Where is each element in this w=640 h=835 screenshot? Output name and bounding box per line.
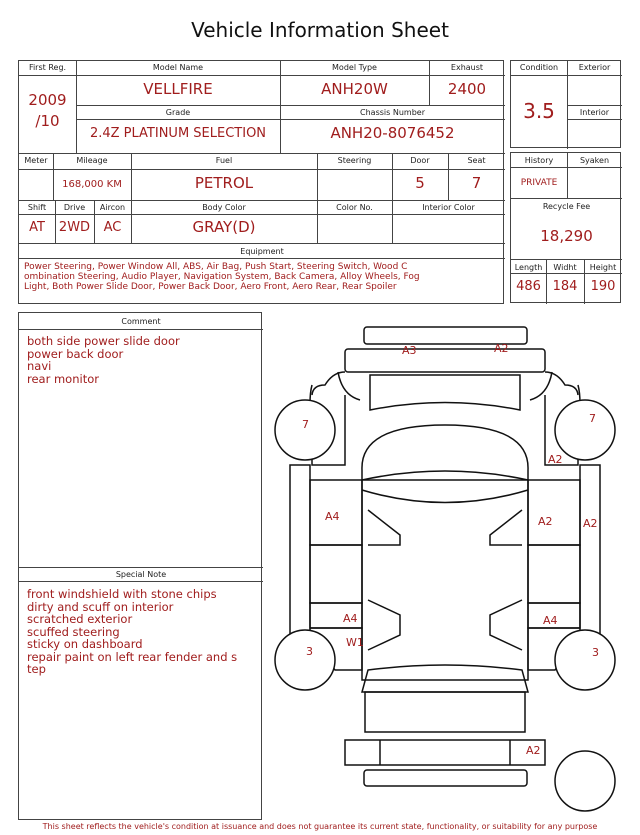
mark-left-rear-fender: A4 — [343, 612, 358, 625]
exhaust-label: Exhaust — [450, 63, 484, 72]
wheel-rear-left — [275, 630, 335, 690]
height-label: Height — [589, 263, 617, 272]
exhaust-value: 2400 — [447, 80, 487, 98]
mark-right-slide-door: A2 — [583, 517, 598, 530]
color-no-label: Color No. — [336, 203, 373, 212]
mark-right-front-door: A2 — [538, 515, 553, 528]
drive-label: Drive — [63, 203, 86, 212]
chassis-number-label: Chassis Number — [360, 108, 425, 117]
equipment-line: Light, Both Power Slide Door, Power Back Door, Aero Front, Aero Rear, Rear Spoiler — [24, 282, 397, 292]
equipment-line: ombination Steering, Audio Player, Navigation System, Back Camera, Alloy Wheels, Fog — [24, 272, 420, 282]
interior-color-label: Interior Color — [422, 203, 475, 212]
history-label: History — [524, 156, 554, 165]
page-title: Vehicle Information Sheet — [191, 18, 449, 42]
length-label: Length — [514, 263, 543, 272]
mark-wheel-rear-right: 3 — [592, 646, 599, 659]
mark-wheel-front-right: 7 — [589, 412, 596, 425]
equipment-list — [24, 262, 504, 292]
seat-value: 7 — [471, 174, 482, 192]
first-reg-year: 2009 — [28, 91, 67, 109]
wheel-rear-right — [555, 630, 615, 690]
comment-item: both side power slide door — [27, 334, 180, 348]
aircon-value: AC — [103, 220, 122, 235]
special-note-item: scratched exterior — [27, 612, 133, 626]
special-note-list — [27, 588, 259, 676]
damage-marks — [302, 342, 599, 757]
history-value: PRIVATE — [520, 178, 558, 188]
width-label: Widht — [553, 263, 577, 272]
length-value: 486 — [516, 279, 541, 294]
main-info-table — [18, 60, 504, 304]
fuel-value: PETROL — [194, 174, 254, 192]
condition-label: Condition — [519, 63, 559, 72]
comment-item: rear monitor — [27, 371, 99, 386]
special-note-item: front windshield with stone chips — [27, 587, 217, 601]
special-note-item: scuffed steering — [27, 624, 120, 639]
history-table — [510, 152, 621, 303]
special-note-item: dirty and scuff on interior — [27, 599, 174, 614]
model-type-value: ANH20W — [321, 80, 388, 98]
mark-wheel-rear-left: 3 — [306, 645, 313, 658]
comment-item: navi — [27, 359, 52, 373]
door-value: 5 — [415, 174, 425, 192]
comment-label: Comment — [121, 317, 161, 326]
comment-list — [27, 335, 259, 385]
mark-front-bumper-left: A3 — [402, 344, 417, 357]
special-note-item: tep — [27, 662, 46, 676]
mark-rear-bumper: A2 — [526, 744, 541, 757]
exterior-label: Exterior — [578, 63, 611, 72]
model-type-label: Model Type — [332, 63, 377, 72]
mark-right-rear-fender: A4 — [543, 614, 558, 627]
steering-label: Steering — [337, 156, 372, 165]
first-reg-month: /10 — [35, 112, 60, 130]
first-reg-label: First Reg. — [28, 63, 67, 72]
equipment-label: Equipment — [240, 247, 284, 256]
shift-label: Shift — [27, 203, 47, 212]
comment-box — [18, 312, 262, 820]
shift-value: AT — [29, 220, 45, 235]
car-damage-diagram — [270, 320, 620, 820]
fuel-label: Fuel — [215, 156, 233, 165]
syaken-label: Syaken — [579, 156, 610, 165]
grade-label: Grade — [165, 108, 191, 117]
special-note-item: sticky on dashboard — [27, 637, 143, 651]
seat-label: Seat — [467, 156, 486, 165]
spare-wheel — [555, 751, 615, 811]
drive-value: 2WD — [58, 220, 91, 235]
width-value: 184 — [552, 279, 578, 294]
mileage-label: Mileage — [76, 156, 108, 165]
mark-front-bumper-right: A2 — [494, 342, 509, 355]
comment-item: power back door — [27, 346, 124, 361]
aircon-label: Aircon — [99, 203, 126, 212]
special-note-item: repair paint on left rear fender and s — [27, 649, 238, 664]
height-value: 190 — [590, 279, 616, 294]
condition-value: 3.5 — [523, 99, 555, 123]
wheel-front-right — [555, 400, 615, 460]
recycle-fee-label: Recycle Fee — [542, 202, 591, 211]
meter-label: Meter — [24, 156, 48, 165]
mark-wheel-front-left: 7 — [302, 418, 309, 431]
grade-value: 2.4Z PLATINUM SELECTION — [89, 126, 267, 141]
recycle-fee-value: 18,290 — [540, 227, 593, 245]
chassis-number-value: ANH20-8076452 — [330, 124, 455, 142]
interior-label: Interior — [579, 108, 610, 117]
mark-right-front-fender: A2 — [548, 453, 563, 466]
disclaimer-footer: This sheet reflects the vehicle's condition at issuance and does not guarantee its current state, functionality, or suitability for any purpose — [42, 822, 598, 831]
model-name-label: Model Name — [152, 63, 204, 72]
mark-left-rocker: W1 — [346, 636, 364, 649]
special-note-label: Special Note — [115, 570, 167, 579]
condition-table — [510, 60, 621, 148]
equipment-line: Power Steering, Power Window All, ABS, Air Bag, Push Start, Steering Switch, Wood C — [24, 262, 408, 272]
car-outline — [290, 327, 600, 786]
model-name-value: VELLFIRE — [143, 80, 213, 98]
door-label: Door — [410, 156, 430, 165]
body-color-value: GRAY(D) — [192, 218, 256, 236]
wheels — [275, 400, 615, 811]
body-color-label: Body Color — [202, 203, 246, 212]
mileage-value: 168,000 KM — [62, 179, 122, 190]
mark-left-front-door: A4 — [325, 510, 340, 523]
